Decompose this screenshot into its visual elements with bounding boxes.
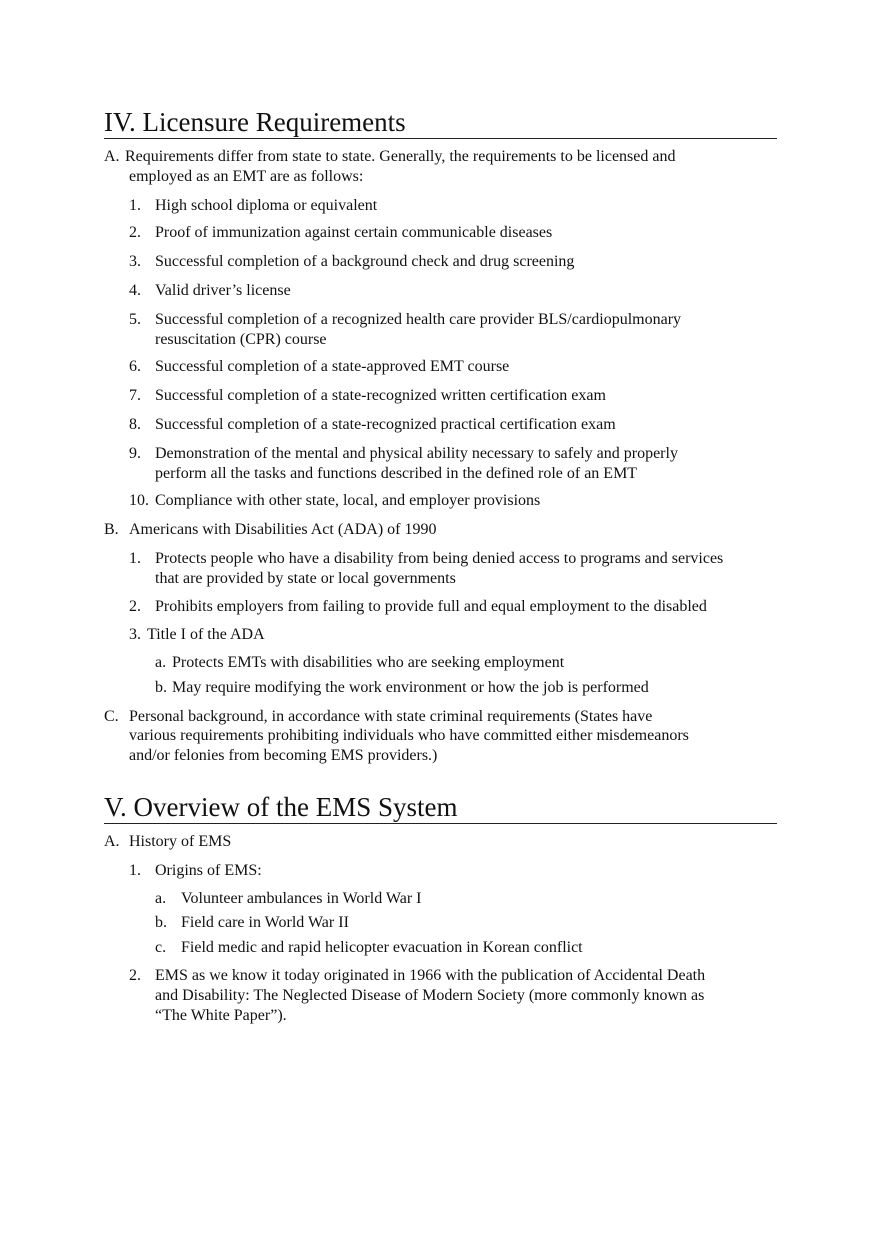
list-text: Requirements differ from state to state. Generally, the requirements to be licensed and xyxy=(125,148,676,165)
list-marker: 5. xyxy=(129,311,141,328)
list-item-continuation: that are provided by state or local governments xyxy=(155,570,456,587)
list-text: Volunteer ambulances in World War I xyxy=(181,890,422,907)
list-text: Demonstration of the mental and physical ability necessary to safely and properly xyxy=(155,445,678,462)
section-v-heading: V. Overview of the EMS System xyxy=(104,792,777,824)
list-item-continuation: perform all the tasks and functions described in the defined role of an EMT xyxy=(155,465,638,482)
list-marker: B. xyxy=(104,521,119,538)
list-text: Prohibits employers from failing to provide full and equal employment to the disabled xyxy=(155,598,707,615)
list-item-continuation: resuscitation (CPR) course xyxy=(155,331,327,348)
list-text: Title I of the ADA xyxy=(147,626,265,643)
list-marker: 3. xyxy=(129,253,141,270)
list-marker: 2. xyxy=(129,598,141,615)
list-marker: 1. xyxy=(129,550,141,567)
list-marker: 3. xyxy=(129,626,141,643)
list-marker: 9. xyxy=(129,445,141,462)
list-text: Field medic and rapid helicopter evacuation in Korean conflict xyxy=(181,939,583,956)
list-marker: 2. xyxy=(129,967,141,984)
list-text: EMS as we know it today originated in 1966 with the publication of Accidental Death xyxy=(155,967,706,984)
list-text: High school diploma or equivalent xyxy=(155,197,378,214)
list-text: Protects people who have a disability from being denied access to programs and services xyxy=(155,550,724,567)
section-iv-c-line3: and/or felonies from becoming EMS providers.) xyxy=(129,747,438,764)
list-marker: C. xyxy=(104,708,119,725)
list-marker: b. xyxy=(155,679,167,696)
list-marker: 1. xyxy=(129,197,141,214)
list-text: Successful completion of a state-recognized practical certification exam xyxy=(155,416,616,433)
list-text: Americans with Disabilities Act (ADA) of 1990 xyxy=(129,521,437,538)
list-marker: 7. xyxy=(129,387,141,404)
list-marker: A. xyxy=(104,148,120,165)
list-text: Field care in World War II xyxy=(181,914,349,931)
list-marker: a. xyxy=(155,654,167,671)
list-text: Protects EMTs with disabilities who are seeking employment xyxy=(172,654,565,671)
list-marker: 2. xyxy=(129,224,141,241)
list-marker: 6. xyxy=(129,358,141,375)
list-text: History of EMS xyxy=(129,833,232,850)
section-iv-c-line2: various requirements prohibiting individuals who have committed either misdemeanors xyxy=(129,727,689,744)
list-text: Successful completion of a recognized health care provider BLS/cardiopulmonary xyxy=(155,311,682,328)
list-marker: a. xyxy=(155,890,167,907)
list-text: Valid driver’s license xyxy=(155,282,291,299)
list-marker: A. xyxy=(104,833,120,850)
list-marker: 4. xyxy=(129,282,141,299)
list-text: Successful completion of a state-recognized written certification exam xyxy=(155,387,606,404)
section-iv-heading: IV. Licensure Requirements xyxy=(104,107,777,139)
list-marker: c. xyxy=(155,939,167,956)
list-item-continuation: “The White Paper”). xyxy=(155,1007,287,1024)
list-text: Proof of immunization against certain communicable diseases xyxy=(155,224,553,241)
list-text: Successful completion of a background check and drug screening xyxy=(155,253,575,270)
list-text: Personal background, in accordance with state criminal requirements (States have xyxy=(129,708,653,725)
list-marker: b. xyxy=(155,914,167,931)
list-marker: 8. xyxy=(129,416,141,433)
list-text: May require modifying the work environment or how the job is performed xyxy=(172,679,649,696)
list-marker: 10. xyxy=(129,492,149,509)
list-marker: 1. xyxy=(129,862,141,879)
list-text: Compliance with other state, local, and employer provisions xyxy=(155,492,541,509)
section-iv-a-line2: employed as an EMT are as follows: xyxy=(129,168,364,185)
list-item-continuation: and Disability: The Neglected Disease of Modern Society (more commonly known as xyxy=(155,987,705,1004)
list-text: Origins of EMS: xyxy=(155,862,262,879)
list-text: Successful completion of a state-approved EMT course xyxy=(155,358,510,375)
